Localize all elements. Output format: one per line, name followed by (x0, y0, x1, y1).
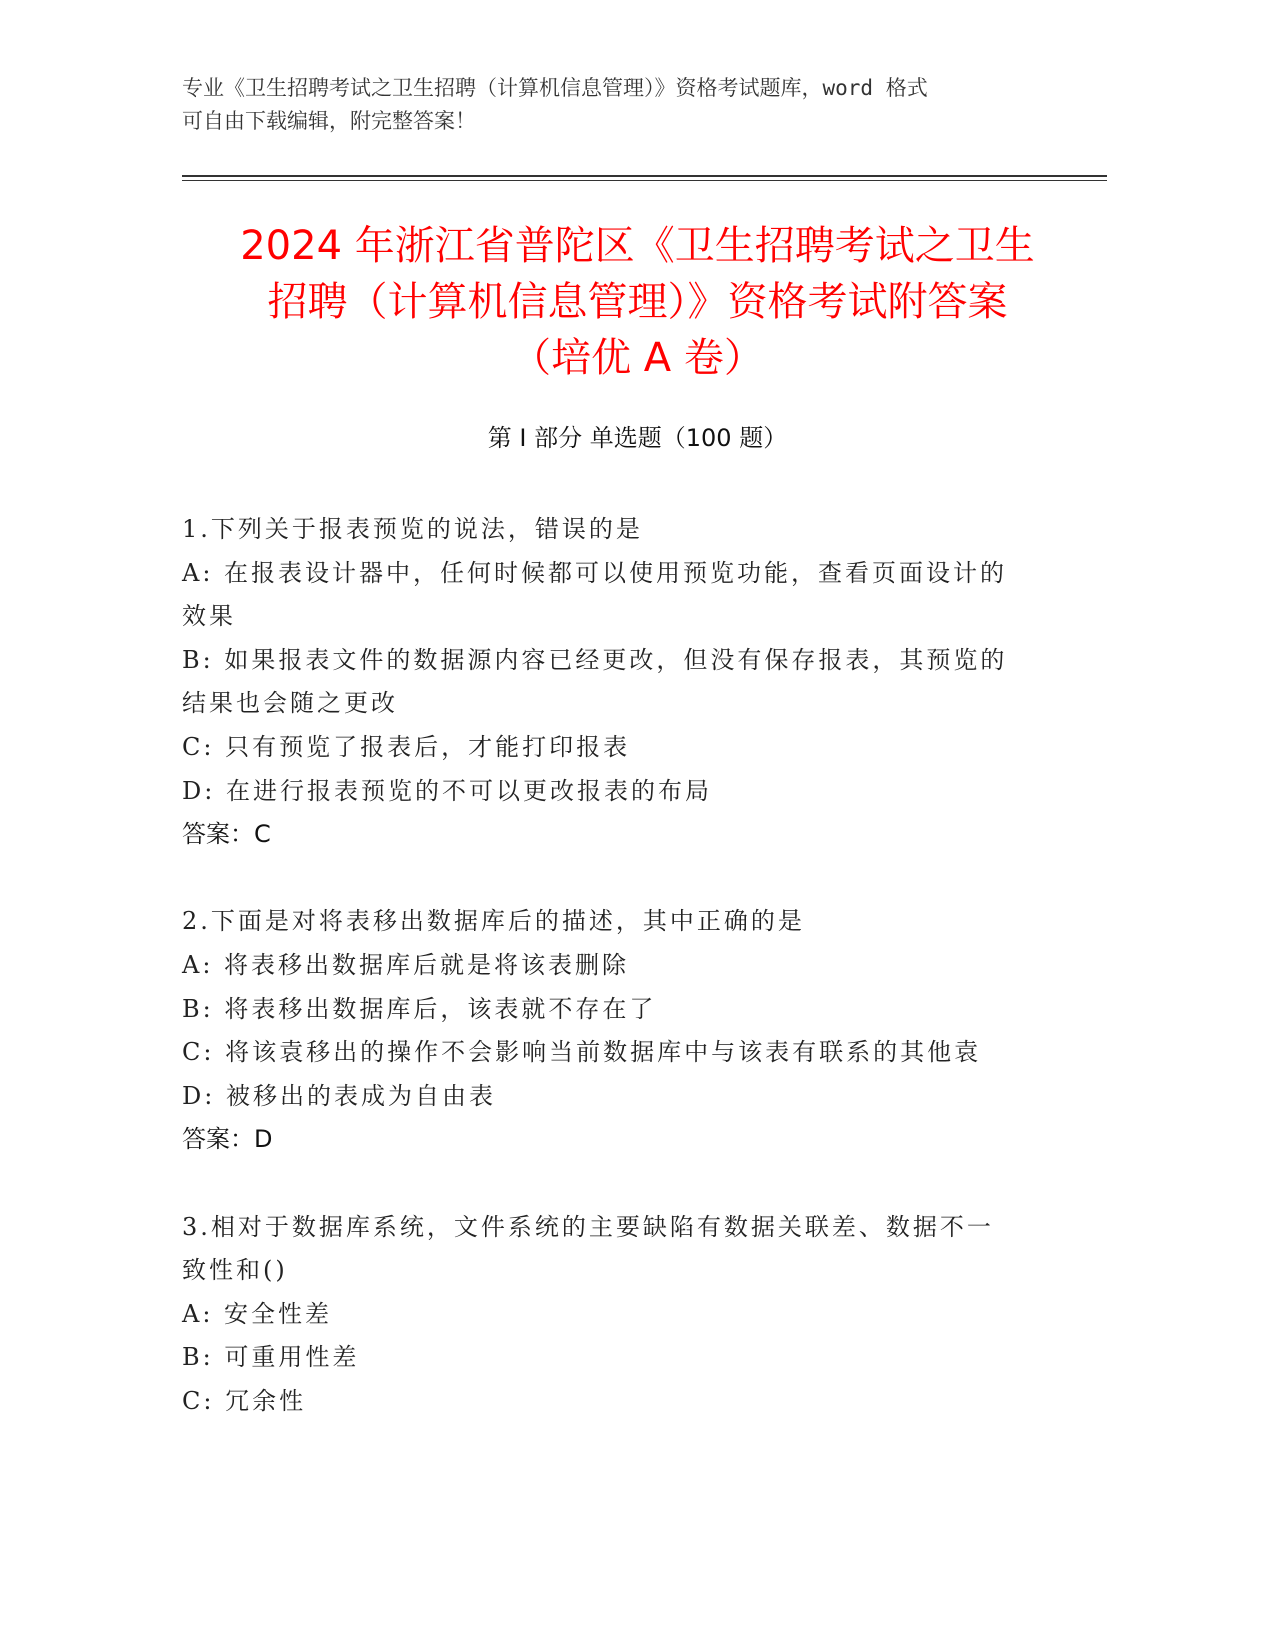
question-list (182, 508, 1042, 1423)
document-title (150, 218, 1125, 386)
answer-option: C: 冗余性 (182, 1386, 307, 1415)
header-note (182, 72, 1032, 138)
answer-option: B: 可重用性差 (182, 1343, 360, 1372)
answer-option: C: 只有预览了报表后，才能打印报表 (182, 732, 631, 761)
title-line: （培优 A 卷） (511, 335, 764, 381)
answer-option: C: 将该袁移出的操作不会影响当前数据库中与该表有联系的其他袁 (182, 1038, 982, 1067)
answer-option: 结果也会随之更改 (182, 689, 398, 718)
answer-option: A: 在报表设计器中，任何时候都可以使用预览功能，查看页面设计的 (182, 558, 1008, 587)
question-stem: 2.下面是对将表移出数据库后的描述，其中正确的是 (182, 907, 805, 936)
answer-option: D: 被移出的表成为自由表 (182, 1081, 496, 1110)
header-note-line: 可自由下载编辑，附完整答案！ (182, 109, 476, 133)
header-note-line: 专业《卫生招聘考试之卫生招聘（计算机信息管理）》资格考试题库，word 格式 (182, 76, 928, 100)
answer-key: 答案：C (182, 820, 271, 849)
answer-option: D: 在进行报表预览的不可以更改报表的布局 (182, 776, 712, 805)
question-stem: 致性和() (182, 1256, 288, 1285)
answer-key: 答案：D (182, 1125, 273, 1154)
question-item (182, 508, 1042, 857)
answer-option: B: 将表移出数据库后，该表就不存在了 (182, 994, 657, 1023)
title-line: 招聘（计算机信息管理）》资格考试附答案 (267, 279, 1008, 325)
question-item (182, 900, 1042, 1162)
answer-option: 效果 (182, 602, 236, 631)
section-heading: 第 I 部分 单选题（100 题） (487, 424, 788, 452)
question-stem: 3.相对于数据库系统，文件系统的主要缺陷有数据关联差、数据不一 (182, 1212, 994, 1241)
question-stem: 1.下列关于报表预览的说法，错误的是 (182, 515, 643, 543)
header-divider (182, 175, 1107, 181)
answer-option: A: 安全性差 (182, 1299, 333, 1328)
answer-option: A: 将表移出数据库后就是将该表删除 (182, 950, 630, 979)
answer-option: B: 如果报表文件的数据源内容已经更改，但没有保存报表，其预览的 (182, 645, 1008, 674)
question-item (182, 1206, 1042, 1424)
title-line: 2024 年浙江省普陀区《卫生招聘考试之卫生 (240, 223, 1035, 269)
